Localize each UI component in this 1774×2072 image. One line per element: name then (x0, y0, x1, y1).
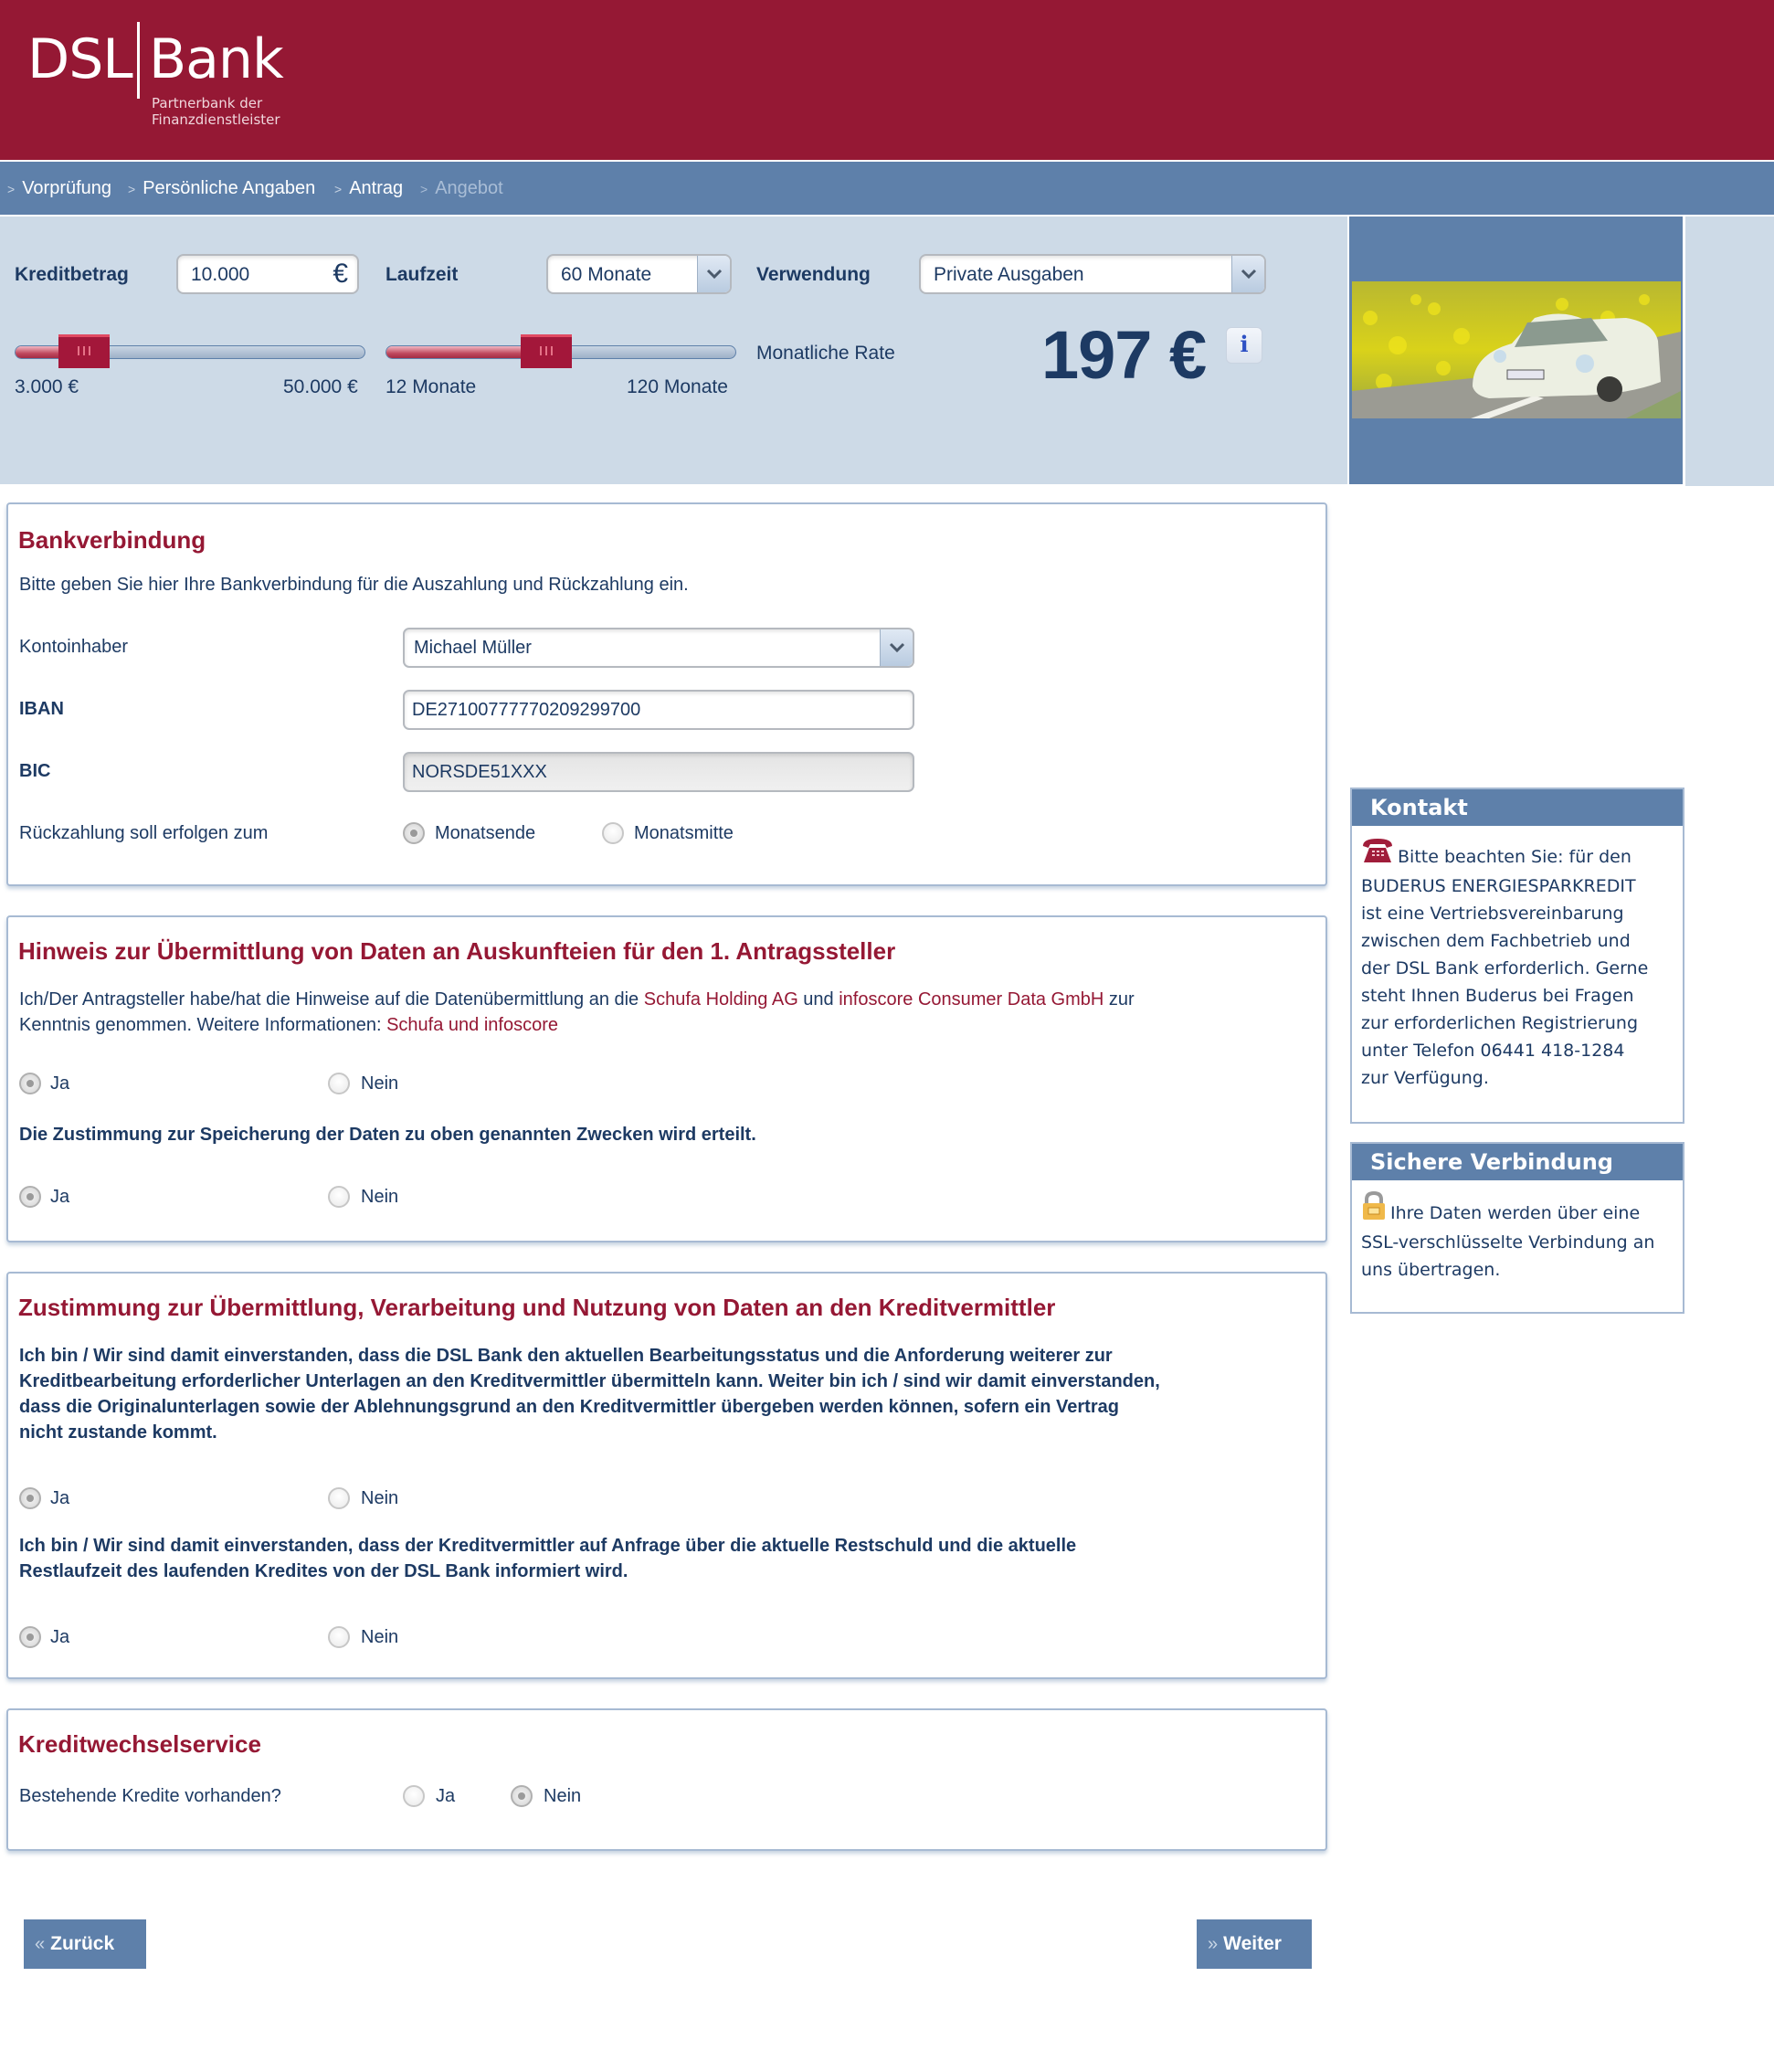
amount-label: Kreditbetrag (15, 264, 129, 285)
grip-icon (540, 346, 553, 355)
broker-q1-radio-ja[interactable] (19, 1487, 41, 1509)
secure-line: uns übertragen. (1361, 1260, 1501, 1280)
promo-photo-convertible-car (1352, 281, 1681, 418)
radio-label-ja: Ja (50, 1073, 70, 1094)
purpose-select[interactable] (919, 254, 1266, 294)
chevron-right-icon: > (128, 182, 136, 196)
broker-para2-line1: Ich bin / Wir sind damit einverstanden, dass der Kreditvermittler auf Anfrage über die aktuelle Restschuld und die aktuelle (19, 1536, 1077, 1556)
nav-step-label: Angebot (435, 178, 503, 198)
nav-step-label: Persönliche Angaben (143, 178, 316, 198)
repayment-radio-monatsmitte[interactable] (602, 822, 624, 844)
schufa-link[interactable]: Schufa Holding AG (643, 989, 798, 1010)
chevron-down-icon[interactable] (880, 629, 913, 666)
grip-icon (78, 346, 90, 355)
bureau-q2-radio-nein[interactable] (328, 1186, 350, 1208)
storage-consent-text: Die Zustimmung zur Speicherung der Daten zu oben genannten Zwecken wird erteilt. (19, 1125, 756, 1145)
bank-details-card (6, 502, 1327, 886)
credit-bureau-title: Hinweis zur Übermittlung von Daten an Auskunfteien für den 1. Antragssteller (18, 937, 896, 965)
nav-step-angebot (420, 162, 503, 215)
contact-box (1350, 788, 1684, 1124)
logo-dsl: DSL (27, 27, 132, 91)
account-holder-label: Kontoinhaber (19, 637, 128, 657)
bank-details-title: Bankverbindung (18, 526, 206, 554)
repayment-label: Rückzahlung soll erfolgen zum (19, 823, 269, 843)
chevron-down-icon[interactable] (697, 256, 730, 292)
monthly-rate-value: 197 € (1041, 317, 1207, 393)
text-segment: Ich/Der Antragsteller habe/hat die Hinweise auf die Datenübermittlung an die (19, 989, 644, 1010)
contact-title: Kontakt (1352, 789, 1683, 826)
back-button-label: Zurück (50, 1933, 115, 1954)
contact-line: BUDERUS ENERGIESPARKREDIT (1361, 876, 1636, 896)
broker-para1-line3: dass die Originalunterlagen sowie der Ablehnungsgrund an den Kreditvermittler übergeben werden können, sofern ein Vertrag (19, 1397, 1119, 1417)
text-segment: Kenntnis genommen. Weitere Informationen: (19, 1015, 387, 1035)
contact-line: steht Ihnen Buderus bei Fragen (1361, 986, 1634, 1006)
loan-calculator (0, 217, 1347, 484)
secure-line: SSL-verschlüsselte Verbindung an (1361, 1232, 1655, 1253)
logo-tagline-line1: Partnerbank der (152, 95, 263, 111)
text-segment: und (797, 989, 839, 1010)
amount-input[interactable] (176, 254, 359, 294)
radio-label-nein: Nein (544, 1786, 582, 1806)
euro-icon: € (333, 259, 348, 289)
calculator-right-strip (1685, 217, 1774, 486)
contact-text: Bitte beachten Sie: für den (1398, 847, 1631, 867)
purpose-label: Verwendung (756, 264, 871, 285)
logo-tagline (152, 95, 280, 128)
repayment-radio-monatsende[interactable] (403, 822, 425, 844)
term-value: 60 Monate (561, 264, 652, 285)
contact-line: ist eine Vertriebsvereinbarung (1361, 904, 1624, 924)
broker-q2-radio-ja[interactable] (19, 1626, 41, 1648)
contact-line: der DSL Bank erforderlich. Gerne (1361, 958, 1649, 978)
existing-credits-radio-nein[interactable] (511, 1785, 533, 1807)
credit-switch-title: Kreditwechselservice (18, 1730, 261, 1758)
broker-para1-line4: nicht zustande kommt. (19, 1422, 217, 1443)
header-banner (0, 0, 1774, 160)
chevron-right-icon: > (7, 182, 16, 196)
contact-line: zwischen dem Fachbetrieb und (1361, 931, 1631, 951)
existing-credits-radio-ja[interactable] (403, 1785, 425, 1807)
credit-switch-card (6, 1708, 1327, 1851)
secure-connection-box (1350, 1142, 1684, 1314)
nav-step-antrag[interactable] (334, 162, 403, 215)
more-info-link[interactable]: Schufa und infoscore (386, 1015, 558, 1035)
logo-tagline-line2: Finanzdienstleister (152, 111, 280, 128)
repayment-option-label: Monatsmitte (634, 823, 734, 843)
account-holder-value: Michael Müller (414, 638, 532, 658)
bic-input (403, 752, 914, 792)
term-min-label: 12 Monate (385, 376, 477, 397)
broker-para1-line1: Ich bin / Wir sind damit einverstanden, dass die DSL Bank den aktuellen Bearbeitungsstatus und die Anforderung weiterer zur (19, 1346, 1113, 1366)
amount-value: 10.000 (191, 264, 250, 285)
infoscore-link[interactable]: infoscore Consumer Data GmbH (839, 989, 1104, 1010)
broker-q1-radio-nein[interactable] (328, 1487, 350, 1509)
term-slider-handle[interactable] (521, 334, 572, 368)
repayment-option-label: Monatsende (435, 823, 536, 843)
term-max-label: 120 Monate (627, 376, 728, 397)
next-button-label: Weiter (1223, 1933, 1282, 1954)
phone-icon (1361, 837, 1394, 872)
radio-label-ja: Ja (50, 1627, 70, 1647)
nav-step-vorpruefung[interactable] (7, 162, 111, 215)
purpose-value: Private Ausgaben (934, 264, 1084, 285)
credit-bureau-text-line2 (19, 1012, 558, 1038)
nav-step-label: Vorprüfung (22, 178, 112, 198)
account-holder-select[interactable] (403, 628, 914, 668)
logo-divider (137, 22, 140, 99)
text-segment: zur (1103, 989, 1135, 1010)
secure-text: Ihre Daten werden über eine (1390, 1203, 1641, 1223)
iban-input[interactable] (403, 690, 914, 730)
broker-q2-radio-nein[interactable] (328, 1626, 350, 1648)
iban-label: IBAN (19, 699, 64, 719)
radio-label-ja: Ja (436, 1786, 456, 1806)
next-button[interactable] (1197, 1919, 1312, 1969)
nav-step-label: Antrag (349, 178, 404, 198)
double-chevron-right-icon: » (1208, 1934, 1219, 1954)
contact-line: zur Verfügung. (1361, 1068, 1489, 1088)
term-slider-fill (386, 346, 533, 358)
chevron-right-icon: > (334, 182, 343, 196)
secure-connection-title: Sichere Verbindung (1352, 1144, 1683, 1180)
double-chevron-left-icon: « (35, 1934, 46, 1954)
chevron-down-icon[interactable] (1231, 256, 1264, 292)
monthly-rate-label: Monatliche Rate (756, 343, 895, 364)
secure-connection-body (1361, 1191, 1672, 1284)
logo-bank: Bank (149, 27, 283, 91)
radio-label-ja: Ja (50, 1488, 70, 1508)
contact-line: unter Telefon 06441 418-1284 (1361, 1041, 1625, 1061)
step-navigation (0, 162, 1774, 215)
bureau-q1-radio-ja[interactable] (19, 1073, 41, 1094)
amount-max-label: 50.000 € (283, 376, 358, 397)
info-button[interactable] (1226, 327, 1262, 364)
contact-line: zur erforderlichen Registrierung (1361, 1013, 1638, 1033)
amount-slider-handle[interactable] (58, 334, 110, 368)
contact-line (1361, 837, 1672, 872)
term-label: Laufzeit (385, 264, 459, 285)
iban-value: DE27100777770209299700 (412, 700, 641, 720)
radio-label-nein: Nein (361, 1187, 399, 1207)
bureau-q1-radio-nein[interactable] (328, 1073, 350, 1094)
term-select[interactable] (546, 254, 732, 294)
radio-label-nein: Nein (361, 1627, 399, 1647)
broker-consent-card (6, 1272, 1327, 1679)
credit-bureau-card (6, 915, 1327, 1242)
bic-label: BIC (19, 761, 51, 781)
credit-bureau-text-line1 (19, 987, 1135, 1012)
secure-line (1361, 1191, 1672, 1229)
broker-para1-line2: Kreditbearbeitung erforderlicher Unterlagen an den Kreditvermittler übermitteln kann. Weiter bin ich / sind wir damit einverstanden, (19, 1371, 1160, 1391)
broker-consent-title: Zustimmung zur Übermittlung, Verarbeitung und Nutzung von Daten an den Kreditvermittler (18, 1294, 1056, 1321)
chevron-right-icon: > (420, 182, 428, 196)
bureau-q2-radio-ja[interactable] (19, 1186, 41, 1208)
radio-label-nein: Nein (361, 1488, 399, 1508)
bic-value: NORSDE51XXX (412, 762, 547, 782)
broker-para2-line2: Restlaufzeit des laufenden Kredites von der DSL Bank informiert wird. (19, 1561, 628, 1581)
contact-body (1361, 837, 1672, 1092)
nav-step-persoenliche-angaben[interactable] (128, 162, 315, 215)
bank-details-intro: Bitte geben Sie hier Ihre Bankverbindung für die Auszahlung und Rückzahlung ein. (19, 575, 689, 595)
amount-min-label: 3.000 € (15, 376, 79, 397)
radio-label-ja: Ja (50, 1187, 70, 1207)
info-icon: i (1240, 331, 1249, 357)
radio-label-nein: Nein (361, 1073, 399, 1094)
lock-icon (1361, 1191, 1387, 1229)
back-button[interactable] (24, 1919, 146, 1969)
existing-credits-question: Bestehende Kredite vorhanden? (19, 1786, 281, 1806)
